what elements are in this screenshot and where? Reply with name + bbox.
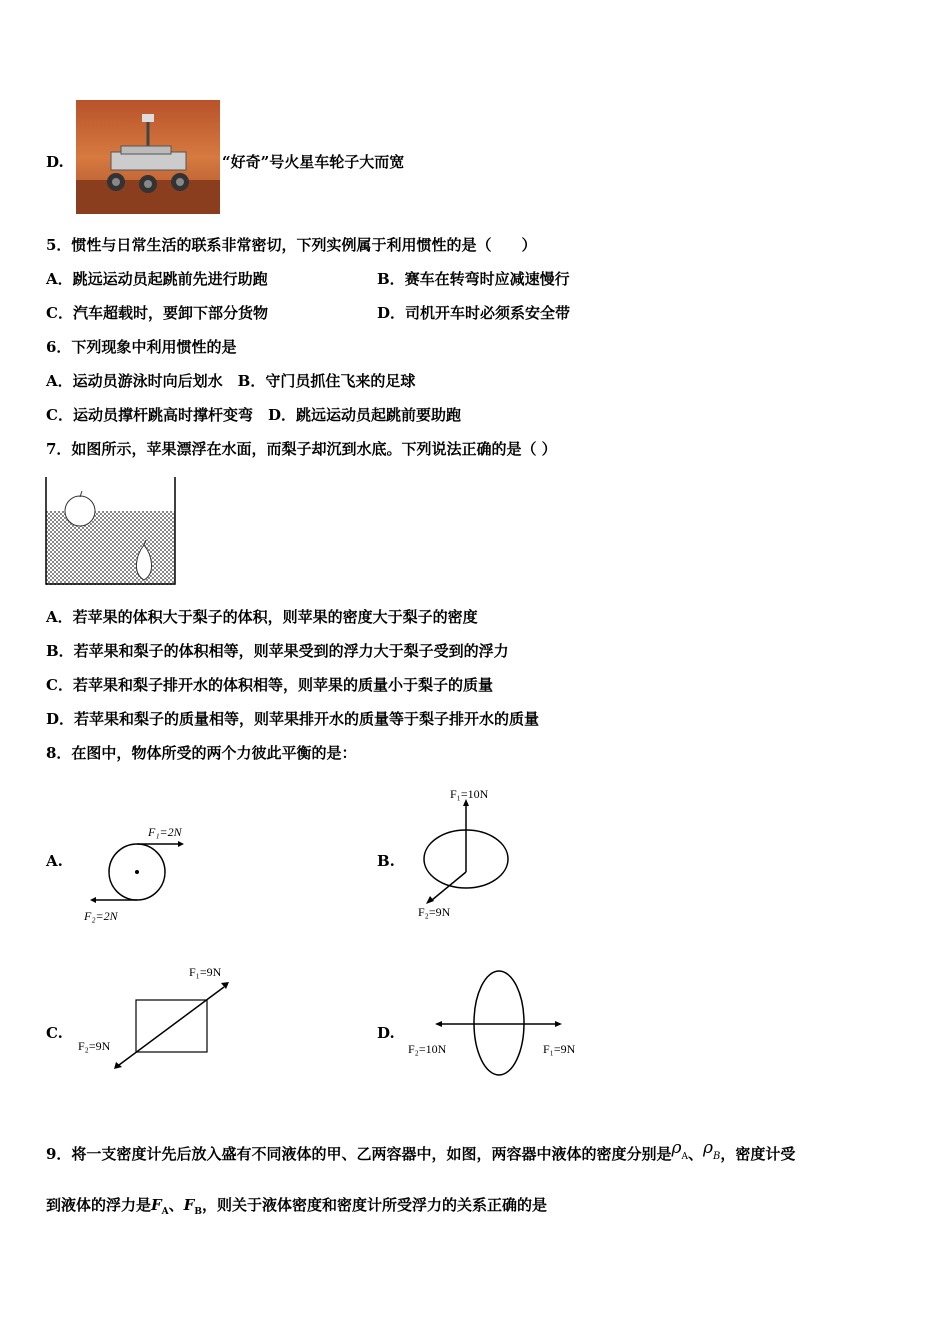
q8-c-f2-label: F₂=9N <box>78 1039 111 1053</box>
q7-option-d: D．若苹果和梨子的质量相等，则苹果排开水的质量等于梨子排开水的质量 <box>46 710 540 728</box>
q8-b-f1-label: F₁=10N <box>450 787 489 801</box>
q5-option-d: D．司机开车时必须系安全带 <box>377 304 571 322</box>
q8-option-a-label: A. <box>46 852 63 870</box>
q8-figure-c <box>74 962 244 1072</box>
q6-options-cd: C．运动员撑杆跳高时撑杆变弯 D．跳远运动员起跳前要助跑 <box>46 406 461 424</box>
mars-rover-image <box>76 100 220 214</box>
q9-fa-sub: A <box>161 1207 169 1217</box>
q9-rho-a-sub: A <box>681 1152 688 1162</box>
q5-option-b: B．赛车在转弯时应减速慢行 <box>377 270 570 288</box>
q8-option-b-label: B. <box>377 852 395 870</box>
q9-fb: F <box>183 1196 195 1214</box>
q8-c-f1-label: F₁=9N <box>189 965 222 979</box>
q9-fa: F <box>151 1196 162 1214</box>
q8-a-f1-label: F₁=2N <box>148 825 182 839</box>
q7-option-c: C．若苹果和梨子排开水的体积相等，则苹果的质量小于梨子的质量 <box>46 676 493 694</box>
q9-rho-sep: 、 <box>687 1145 703 1163</box>
q4-option-d-text: “好奇”号火星车轮子大而宽 <box>222 153 405 171</box>
q4-option-d-label: D. <box>46 153 64 171</box>
q8-figure-b <box>410 784 530 924</box>
q9-fb-sub: B <box>194 1207 202 1217</box>
q8-option-d-label: D. <box>377 1024 395 1042</box>
q9-rho-a: ρ <box>671 1138 682 1158</box>
q8-b-f2-label: F₂=9N <box>418 905 451 919</box>
q9-line-2-text: 到液体的浮力是 <box>46 1196 152 1214</box>
q6-stem: 6．下列现象中利用惯性的是 <box>46 338 237 356</box>
q8-stem: 8．在图中，物体所受的两个力彼此平衡的是： <box>46 744 357 762</box>
q7-option-a: A．若苹果的体积大于梨子的体积，则苹果的密度大于梨子的密度 <box>46 608 478 626</box>
q8-d-f2-label: F₂=10N <box>408 1042 447 1056</box>
q9-line-1 <box>46 1138 796 1171</box>
q9-line-1-end: ，密度计受 <box>720 1145 796 1163</box>
q9-line-2-end: ，则关于液体密度和密度计所受浮力的关系正确的是 <box>201 1196 547 1214</box>
q8-option-c-label: C. <box>46 1024 63 1042</box>
q8-figure-a <box>82 822 192 928</box>
q9-rho-b: ρ <box>702 1138 713 1158</box>
q9-f-sep: 、 <box>168 1196 184 1214</box>
q8-a-f2-label: F₂=2N <box>84 909 118 923</box>
q9-line-2 <box>46 1195 547 1222</box>
q9-rho-b-sub: B <box>712 1151 721 1162</box>
q5-option-a: A．跳远运动员起跳前先进行助跑 <box>46 270 268 288</box>
q8-d-f1-label: F₁=9N <box>543 1042 576 1056</box>
q5-option-c: C．汽车超载时，要卸下部分货物 <box>46 304 268 322</box>
q9-line-1-text: 9．将一支密度计先后放入盛有不同液体的甲、乙两容器中，如图，两容器中液体的密度分别是 <box>46 1145 672 1163</box>
q7-stem: 7．如图所示，苹果漂浮在水面，而梨子却沉到水底。下列说法正确的是（ ） <box>46 440 557 458</box>
q5-stem: 5．惯性与日常生活的联系非常密切，下列实例属于利用惯性的是（ ） <box>46 236 537 254</box>
q6-options-ab: A．运动员游泳时向后划水 B．守门员抓住飞来的足球 <box>46 372 416 390</box>
q7-option-b: B．若苹果和梨子的体积相等，则苹果受到的浮力大于梨子受到的浮力 <box>46 642 509 660</box>
q8-figure-d <box>400 964 600 1084</box>
apple-pear-container-figure <box>44 477 178 587</box>
